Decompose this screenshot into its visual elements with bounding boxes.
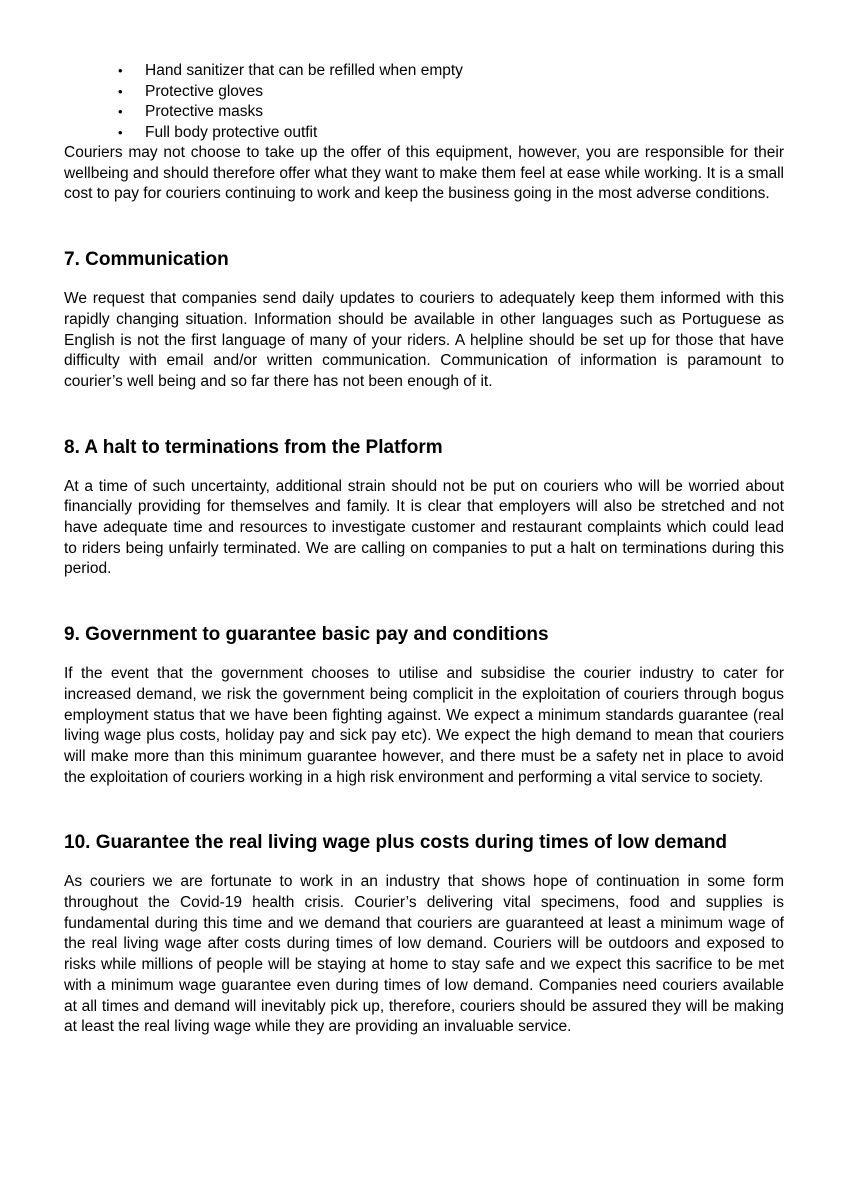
section-living-wage [64, 831, 784, 1038]
section-body: We request that companies send daily updates to couriers to adequately keep them informed with this rapidly changing situation. Information should be available in other languages such as Portuguese as English is not the first language of many of your riders. A helpline should be set up for those that have difficulty with email and/or written communication. Communication of information is paramount to courier’s well being and so far there has not been enough of it. [64, 290, 784, 390]
list-item [64, 82, 784, 103]
section-body: As couriers we are fortunate to work in an industry that shows hope of continuation in some form throughout the Covid-19 health crisis. Courier’s delivering vital specimens, food and supplies is fundamental during this time and we demand that couriers are guaranteed at least a minimum wage of the real living wage after costs during times of low demand. Couriers will be outdoors and exposed to risks while millions of people will be staying at home to stay safe and we expect this sacrifice to be met with a minimum wage guarantee even during times of low demand. Companies need couriers available at all times and demand will inevitably pick up, therefore, couriers should be assured they will be making at least the real living wage while they are providing an invaluable service. [64, 873, 784, 1036]
section-body: If the event that the government chooses to utilise and subsidise the courier industry to cater for increased demand, we risk the government being complicit in the exploitation of couriers through bogus employment status that we have been fighting against. We expect a minimum standards guarantee (real living wage plus costs, holiday pay and sick pay etc). We expect the high demand to mean that couriers will make more than this minimum guarantee however, and there must be a safety net in place to avoid the exploitation of couriers working in a high risk environment and performing a vital service to society. [64, 665, 784, 786]
list-item [64, 102, 784, 123]
bullet-icon: • [118, 83, 123, 99]
bullet-icon: • [118, 63, 123, 78]
section-heading: 9. Government to guarantee basic pay and conditions [64, 624, 549, 646]
list-item [64, 61, 784, 82]
list-item-text: Protective masks [145, 103, 264, 120]
document-page [64, 61, 784, 1038]
bullet-icon: • [118, 104, 123, 119]
bullet-icon: • [118, 124, 123, 140]
list-item-text: Hand sanitizer that can be refilled when empty [145, 62, 463, 79]
section-heading: 8. A halt to terminations from the Platform [64, 436, 443, 458]
section-heading: 7. Communication [64, 249, 229, 271]
section-communication [64, 248, 784, 393]
section-halt-terminations [64, 436, 784, 581]
section-body: At a time of such uncertainty, additional strain should not be put on couriers who will be worried about financially providing for themselves and family. It is clear that employers will also be stretched and not have adequate time and resources to investigate customer and restaurant complaints which could lead to riders being unfairly terminated. We are calling on companies to put a halt on terminations during this period. [64, 477, 784, 578]
section-heading: 10. Guarantee the real living wage plus costs during times of low demand [64, 832, 728, 854]
list-item [64, 123, 784, 144]
list-item-text: Protective gloves [145, 82, 264, 100]
section-government-guarantee [64, 623, 784, 788]
list-item-text: Full body protective outfit [145, 123, 318, 141]
intro-paragraph: Couriers may not choose to take up the offer of this equipment, however, you are responsible for their wellbeing and should therefore offer what they want to make them feel at ease while working. It is a small cost to pay for couriers continuing to work and keep the business going in the most adverse conditions. [64, 144, 784, 203]
equipment-list [64, 61, 784, 143]
